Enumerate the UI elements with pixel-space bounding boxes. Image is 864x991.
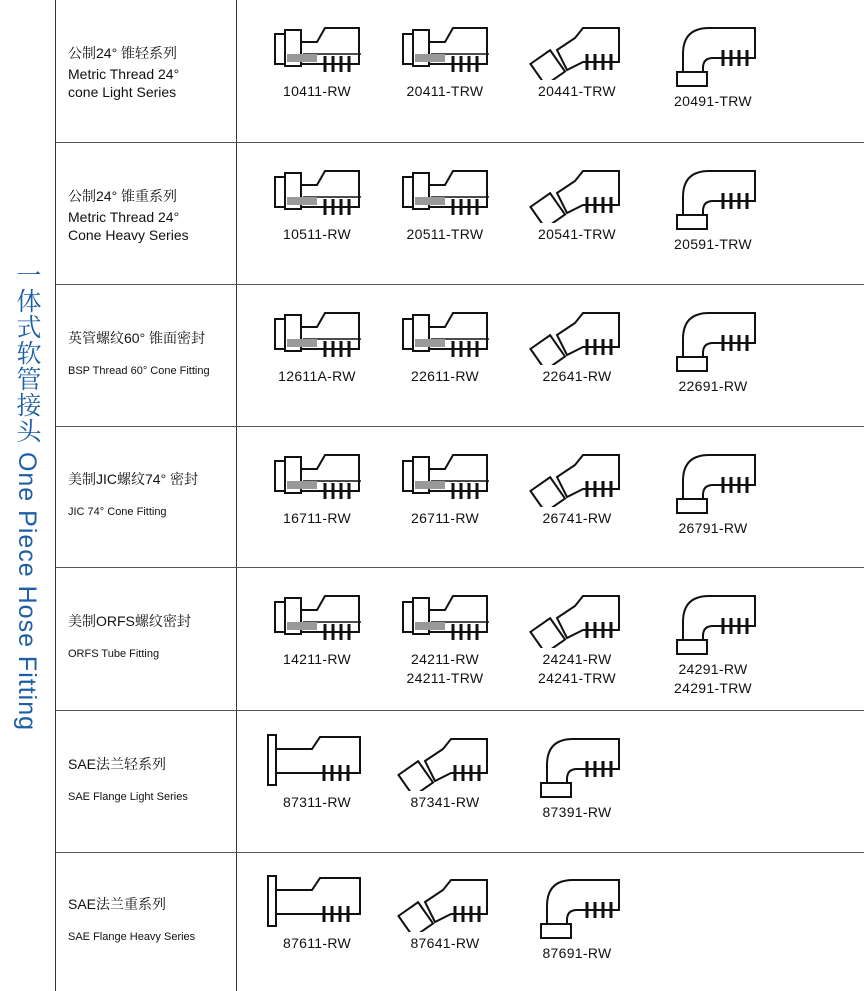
part-number: 26791-RW bbox=[678, 519, 748, 536]
part-number: 24241-TRW bbox=[538, 670, 616, 687]
part-number: 22611-RW bbox=[410, 367, 480, 384]
fitting-item bbox=[252, 447, 382, 526]
section-row bbox=[56, 143, 864, 285]
part-number: 22641-RW bbox=[542, 367, 612, 384]
section-title-en: ORFS Tube Fitting bbox=[68, 647, 160, 660]
part-number: 20491-TRW bbox=[674, 93, 752, 110]
fitting-straight-drawing bbox=[380, 588, 510, 648]
section-label bbox=[68, 328, 238, 380]
section-row bbox=[56, 427, 864, 568]
part-number: 24211-TRW bbox=[406, 670, 484, 687]
fitting-straight-drawing bbox=[380, 305, 510, 365]
fitting-item bbox=[380, 872, 510, 951]
part-number: 20441-TRW bbox=[538, 83, 616, 100]
part-number: 87611-RW bbox=[282, 935, 352, 952]
fitting-item bbox=[252, 872, 382, 951]
fitting-flange-drawing bbox=[252, 872, 382, 932]
fitting-item bbox=[380, 20, 510, 99]
section-title-en: JIC 74° Cone Fitting bbox=[68, 506, 167, 519]
section-label bbox=[68, 611, 238, 663]
fitting-item bbox=[252, 305, 382, 384]
part-number: 26741-RW bbox=[542, 509, 612, 526]
fitting-item bbox=[380, 163, 510, 242]
part-number: 20511-TRW bbox=[406, 225, 484, 242]
fitting-elbow-90-drawing bbox=[648, 20, 778, 90]
fitting-item bbox=[648, 163, 778, 252]
fitting-straight-drawing bbox=[380, 163, 510, 223]
fitting-item bbox=[512, 588, 642, 686]
section-title-zh: 美制JIC螺纹74° 密封 bbox=[68, 471, 199, 488]
section-title-zh: 公制24° 锥重系列 bbox=[68, 187, 178, 204]
section-title-zh: SAE法兰轻系列 bbox=[68, 755, 167, 772]
fitting-straight-drawing bbox=[252, 163, 382, 223]
section-row bbox=[56, 853, 864, 991]
fitting-straight-drawing bbox=[252, 447, 382, 507]
part-number: 10511-RW bbox=[282, 225, 352, 242]
section-title-en: Metric Thread 24° bbox=[68, 65, 180, 82]
section-label bbox=[68, 43, 238, 101]
section-row bbox=[56, 285, 864, 427]
fitting-item bbox=[380, 447, 510, 526]
section-title-en: SAE Flange Heavy Series bbox=[68, 931, 196, 944]
section-title-zh: SAE法兰重系列 bbox=[68, 896, 167, 913]
fitting-flange-drawing bbox=[252, 731, 382, 791]
part-number: 24241-RW bbox=[542, 651, 612, 668]
part-number: 24211-RW bbox=[410, 651, 480, 668]
fitting-elbow-90-drawing bbox=[512, 872, 642, 942]
fitting-straight-drawing bbox=[252, 305, 382, 365]
fitting-straight-drawing bbox=[252, 20, 382, 80]
fitting-item bbox=[252, 163, 382, 242]
fitting-elbow-90-drawing bbox=[648, 447, 778, 517]
fitting-item bbox=[252, 588, 382, 667]
fitting-item bbox=[512, 731, 642, 820]
part-number: 20591-TRW bbox=[674, 235, 752, 252]
side-band bbox=[0, 0, 56, 991]
part-number: 16711-RW bbox=[282, 509, 352, 526]
side-title: 一体式软管接头 One Piece Hose Fitting bbox=[13, 262, 41, 732]
fitting-item bbox=[380, 731, 510, 810]
section-row bbox=[56, 568, 864, 711]
fitting-item bbox=[648, 305, 778, 394]
fitting-item bbox=[380, 588, 510, 686]
fitting-elbow-90-drawing bbox=[648, 305, 778, 375]
part-number: 87311-RW bbox=[282, 793, 352, 810]
part-number: 24291-RW bbox=[678, 661, 748, 678]
fitting-item bbox=[252, 20, 382, 99]
part-number: 10411-RW bbox=[282, 83, 352, 100]
fitting-item bbox=[380, 305, 510, 384]
section-title-en: SAE Flange Light Series bbox=[68, 790, 188, 803]
section-title-zh: 美制ORFS螺纹密封 bbox=[68, 612, 191, 629]
fitting-item bbox=[512, 872, 642, 961]
fitting-elbow-45-drawing bbox=[512, 20, 642, 80]
part-number: 12611A-RW bbox=[278, 367, 356, 384]
section-title-en: Metric Thread 24° bbox=[68, 208, 180, 225]
part-number: 22691-RW bbox=[678, 377, 748, 394]
fitting-item bbox=[512, 447, 642, 526]
fitting-elbow-45-drawing bbox=[380, 872, 510, 932]
fitting-item bbox=[648, 588, 778, 696]
section-label bbox=[68, 894, 238, 946]
section-label bbox=[68, 186, 238, 244]
fitting-straight-drawing bbox=[380, 20, 510, 80]
fitting-item bbox=[648, 447, 778, 536]
section-title-en: cone Light Series bbox=[68, 83, 177, 100]
fitting-elbow-45-drawing bbox=[512, 163, 642, 223]
part-number: 14211-RW bbox=[282, 651, 352, 668]
section-row bbox=[56, 0, 864, 143]
fitting-elbow-45-drawing bbox=[512, 305, 642, 365]
section-row bbox=[56, 711, 864, 853]
fitting-item bbox=[512, 20, 642, 99]
part-number: 87641-RW bbox=[410, 935, 480, 952]
section-title-en: Cone Heavy Series bbox=[68, 226, 189, 243]
fitting-item bbox=[252, 731, 382, 810]
fitting-item bbox=[512, 305, 642, 384]
section-title-en: BSP Thread 60° Cone Fitting bbox=[68, 364, 210, 377]
part-number: 20541-TRW bbox=[538, 225, 616, 242]
part-number: 20411-TRW bbox=[406, 83, 484, 100]
section-title-zh: 英管螺纹60° 锥面密封 bbox=[68, 329, 206, 346]
fitting-item bbox=[512, 163, 642, 242]
fitting-item bbox=[648, 20, 778, 109]
fitting-elbow-90-drawing bbox=[648, 588, 778, 658]
part-number: 24291-TRW bbox=[674, 680, 752, 697]
fitting-elbow-90-drawing bbox=[512, 731, 642, 801]
part-number: 87391-RW bbox=[542, 803, 612, 820]
part-number: 87691-RW bbox=[542, 945, 612, 962]
section-label bbox=[68, 469, 238, 521]
part-number: 87341-RW bbox=[410, 793, 480, 810]
fitting-straight-drawing bbox=[380, 447, 510, 507]
section-label bbox=[68, 754, 238, 806]
fitting-elbow-45-drawing bbox=[512, 447, 642, 507]
fitting-elbow-45-drawing bbox=[380, 731, 510, 791]
fitting-straight-drawing bbox=[252, 588, 382, 648]
fitting-elbow-45-drawing bbox=[512, 588, 642, 648]
part-number: 26711-RW bbox=[410, 509, 480, 526]
fitting-elbow-90-drawing bbox=[648, 163, 778, 233]
section-title-zh: 公制24° 锥轻系列 bbox=[68, 44, 178, 61]
